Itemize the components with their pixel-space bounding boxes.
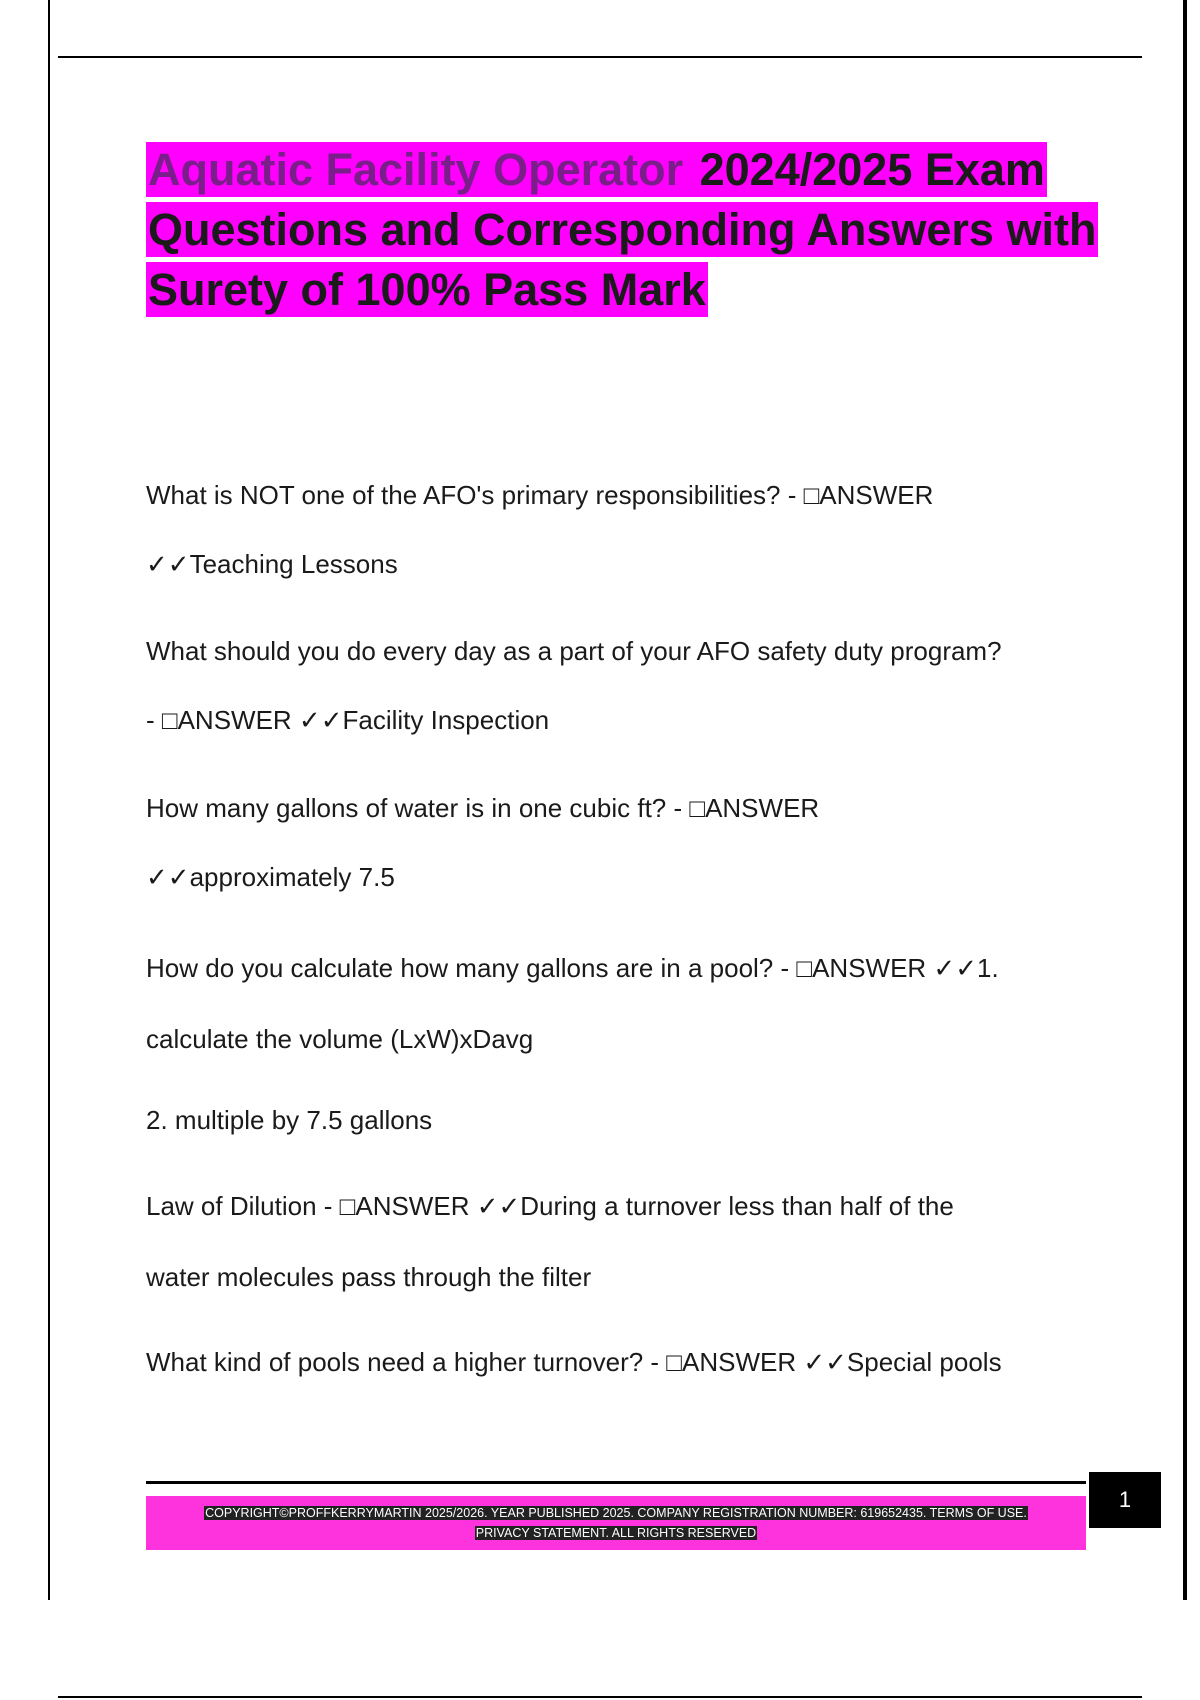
header-rule bbox=[58, 56, 1142, 58]
qa-line-12: What kind of pools need a higher turnover? - □ANSWER ✓✓Special pools bbox=[146, 1347, 1002, 1377]
title-highlight-part1: Aquatic Facility Operator bbox=[148, 144, 684, 195]
qa-line-10: Law of Dilution - □ANSWER ✓✓During a turnover less than half of the bbox=[146, 1191, 954, 1221]
footer-rule bbox=[146, 1481, 1086, 1484]
page-number: 1 bbox=[1089, 1472, 1161, 1528]
qa-line-1: What is NOT one of the AFO's primary responsibilities? - □ANSWER bbox=[146, 480, 934, 510]
next-page-rule bbox=[58, 1696, 1142, 1698]
qa-line-9: 2. multiple by 7.5 gallons bbox=[146, 1105, 433, 1135]
page-border-right bbox=[1183, 0, 1187, 1600]
footer-line-1: COPYRIGHT©PROFFKERRYMARTIN 2025/2026. YEAR PUBLISHED 2025. COMPANY REGISTRATION NUMBER: 619652435. TERMS OF USE. bbox=[205, 1506, 1027, 1520]
qa-line-2: ✓✓Teaching Lessons bbox=[146, 549, 398, 579]
qa-line-11: water molecules pass through the filter bbox=[146, 1262, 592, 1292]
footer-copyright bbox=[146, 1503, 1086, 1543]
qa-line-5: How many gallons of water is in one cubic ft? - □ANSWER bbox=[146, 793, 820, 823]
qa-line-6: ✓✓approximately 7.5 bbox=[146, 862, 395, 892]
footer-line-2: PRIVACY STATEMENT. ALL RIGHTS RESERVED bbox=[475, 1526, 757, 1540]
title-highlight-part2: 2024/2025 Exam Questions and Corresponding Answers with Surety of 100% Pass Mark bbox=[148, 144, 1097, 315]
qa-line-3: What should you do every day as a part of your AFO safety duty program? bbox=[146, 636, 1002, 666]
qa-line-7: How do you calculate how many gallons are in a pool? - □ANSWER ✓✓1. bbox=[146, 953, 999, 983]
qa-line-8: calculate the volume (LxW)xDavg bbox=[146, 1024, 534, 1054]
page-border-left bbox=[48, 0, 50, 1600]
document-title bbox=[146, 140, 1106, 320]
qa-line-4: - □ANSWER ✓✓Facility Inspection bbox=[146, 705, 550, 735]
